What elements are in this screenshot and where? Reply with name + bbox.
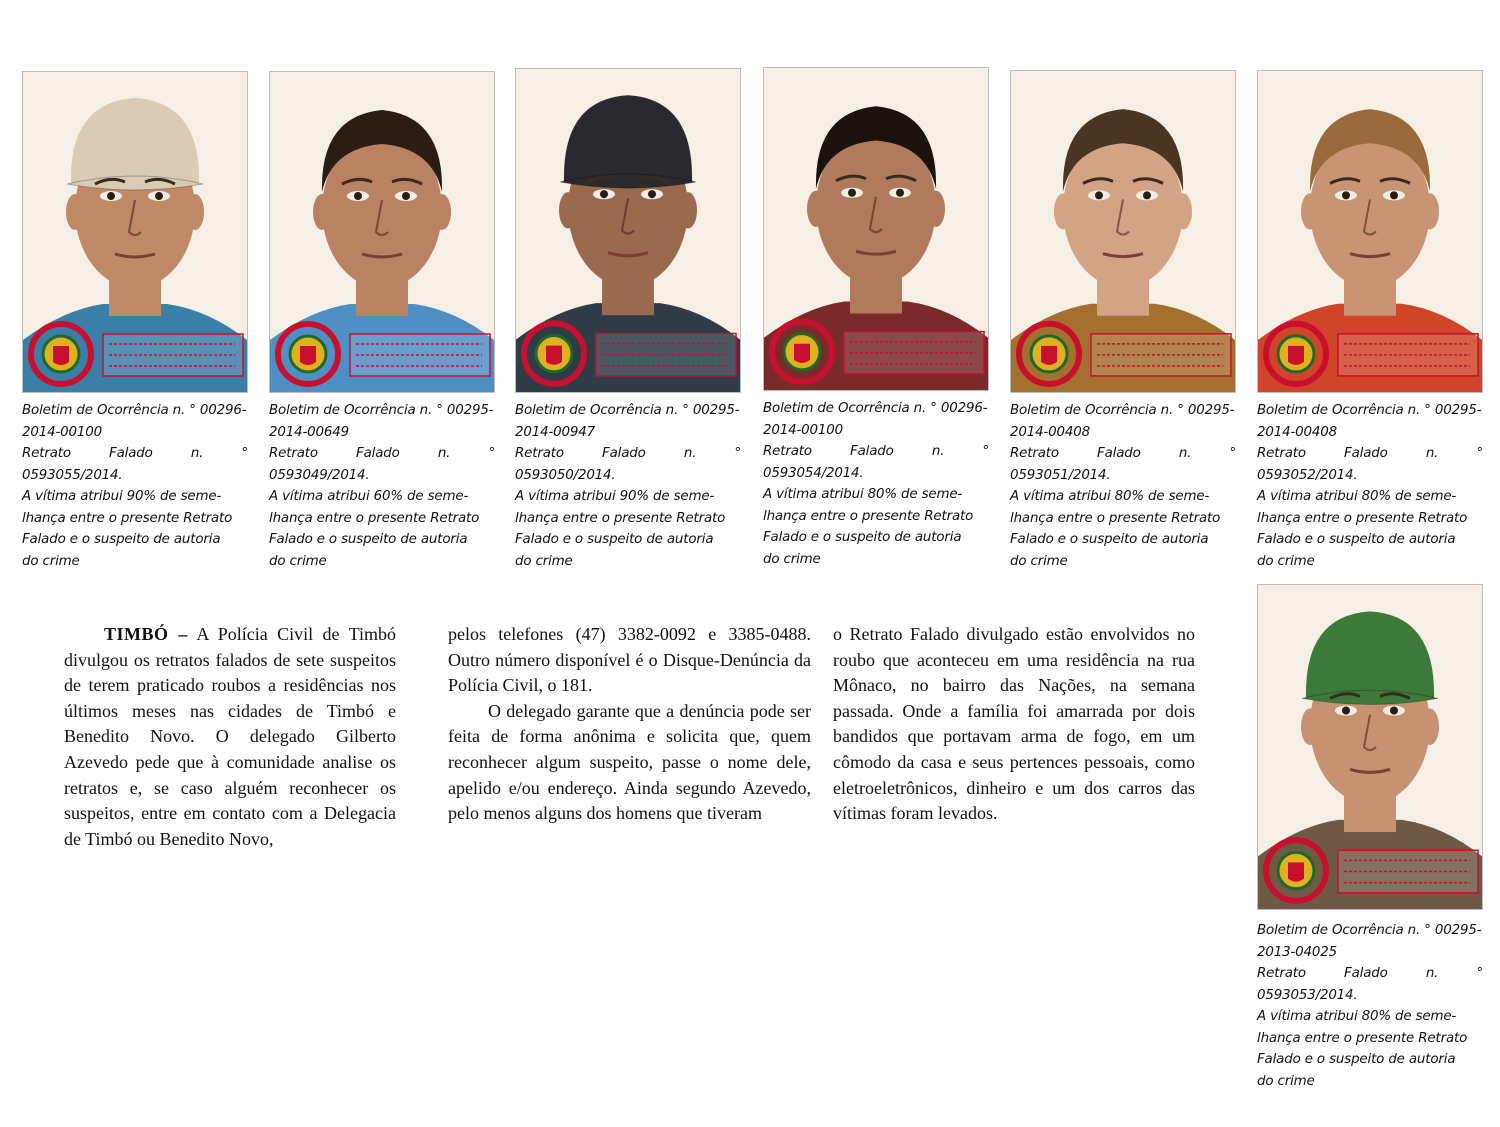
portrait-1 xyxy=(22,71,248,393)
caption-line: lhança entre o presente Retrato xyxy=(763,508,974,524)
caption-line: do crime xyxy=(1257,553,1315,569)
caption-line: do crime xyxy=(22,553,80,569)
pupil xyxy=(1390,191,1398,199)
caption-line: 2014-00408 xyxy=(1257,424,1338,440)
caption-line: A vítima atribui 80% de seme- xyxy=(1257,1009,1457,1024)
article-paragraph: o Retrato Falado divulgado estão envolvidos no roubo que aconteceu em uma residência na rua Mônaco, no bairro das Nações, na semana passada. Onde a família foi amarrada por dois bandidos que portavam arma de fogo, em um cômodo da casa e seus pertences pessoais, como eletroeletrônicos, dinheiro e um dos carros das vítimas foram levados. xyxy=(833,624,1195,824)
caption-line: Falado e o suspeito de autoria xyxy=(22,532,221,547)
caption-line: Boletim de Ocorrência n. ° 00295- xyxy=(515,403,740,418)
caption-line: lhança entre o presente Retrato xyxy=(22,510,233,526)
caption-5 xyxy=(1010,400,1236,572)
portrait-4 xyxy=(763,67,989,391)
caption-line: Retrato Falado n. ° 0593052/2014. xyxy=(1257,446,1483,483)
portrait-sketch xyxy=(1011,71,1235,392)
caption-7 xyxy=(1257,920,1483,1092)
caption-line: Boletim de Ocorrência n. ° 00295- xyxy=(1257,403,1482,418)
pupil xyxy=(1390,707,1398,715)
caption-line: lhança entre o presente Retrato xyxy=(269,510,480,526)
caption-line: Boletim de Ocorrência n. ° 00296- xyxy=(22,403,247,418)
caption-line: Retrato Falado n. ° 0593051/2014. xyxy=(1010,446,1236,483)
caption-line: A vítima atribui 80% de seme- xyxy=(1010,489,1210,504)
portrait-7 xyxy=(1257,584,1483,910)
caption-line: do crime xyxy=(515,553,573,569)
portrait-sketch xyxy=(23,72,247,392)
seal-shield xyxy=(1288,346,1304,365)
pupil xyxy=(1143,191,1151,199)
caption-line: Falado e o suspeito de autoria xyxy=(1010,532,1209,547)
caption-line: lhança entre o presente Retrato xyxy=(1257,1030,1468,1046)
pupil xyxy=(648,190,656,198)
caption-line: lhança entre o presente Retrato xyxy=(1010,510,1221,526)
caption-line: Boletim de Ocorrência n. ° 00295- xyxy=(1257,923,1482,938)
caption-line: 2014-00100 xyxy=(763,422,844,438)
portrait-5 xyxy=(1010,70,1236,393)
caption-3 xyxy=(515,400,741,572)
caption-line: do crime xyxy=(1257,1073,1315,1089)
caption-line: 2014-00649 xyxy=(269,424,350,440)
caption-line: 2014-00100 xyxy=(22,424,103,440)
seal-shield xyxy=(1041,346,1057,365)
caption-line: do crime xyxy=(269,553,327,569)
caption-line: 2014-00947 xyxy=(515,424,596,440)
caption-line: Falado e o suspeito de autoria xyxy=(1257,532,1456,547)
pupil xyxy=(848,189,856,197)
seal-shield xyxy=(1288,862,1304,881)
portrait-sketch xyxy=(764,68,988,390)
portrait-3 xyxy=(515,68,741,393)
caption-line: Retrato Falado n. ° 0593053/2014. xyxy=(1257,966,1483,1003)
caption-line: A vítima atribui 90% de seme- xyxy=(22,489,222,504)
portrait-sketch xyxy=(1258,585,1482,909)
caption-line: Boletim de Ocorrência n. ° 00296- xyxy=(763,401,988,416)
caption-line: Retrato Falado n. ° 0593054/2014. xyxy=(763,444,989,481)
article-paragraph xyxy=(64,622,396,852)
caption-line: Falado e o suspeito de autoria xyxy=(515,532,714,547)
caption-6 xyxy=(1257,400,1483,572)
portrait-sketch xyxy=(270,72,494,392)
pupil xyxy=(354,192,362,200)
pupil xyxy=(600,190,608,198)
caption-line: Retrato Falado n. ° 0593049/2014. xyxy=(269,446,495,483)
pupil xyxy=(1342,191,1350,199)
pupil xyxy=(1095,191,1103,199)
caption-2 xyxy=(269,400,495,572)
caption-line: Boletim de Ocorrência n. ° 00295- xyxy=(269,403,494,418)
pupil xyxy=(896,189,904,197)
article-paragraph: pelos telefones (47) 3382-0092 e 3385-0488. Outro número disponível é o Disque-Denúncia da Polícia Civil, o 181. xyxy=(448,624,811,696)
caption-line: do crime xyxy=(763,551,821,567)
caption-line: 2014-00408 xyxy=(1010,424,1091,440)
caption-line: Retrato Falado n. ° 0593050/2014. xyxy=(515,446,741,483)
seal-shield xyxy=(794,344,810,363)
caption-line: Falado e o suspeito de autoria xyxy=(1257,1052,1456,1067)
article-column-3 xyxy=(833,622,1195,827)
caption-line: A vítima atribui 60% de seme- xyxy=(269,489,469,504)
article-dateline: TIMBÓ – xyxy=(104,624,188,644)
portrait-sketch xyxy=(516,69,740,392)
caption-line: do crime xyxy=(1010,553,1068,569)
portrait-sketch xyxy=(1258,71,1482,392)
pupil xyxy=(155,192,163,200)
caption-1 xyxy=(22,400,248,572)
article-text: A Polícia Civil de Timbó divulgou os retratos falados de sete suspeitos de terem praticado roubos a residências nos últimos meses nas cidades de Timbó e Benedito Novo. O delegado Gilberto Azevedo pede que à comunidade analise os retratos e, se caso alguém reconhecer os suspeitos, entre em contato com a Delegacia de Timbó ou Benedito Novo, xyxy=(64,624,396,849)
seal-shield xyxy=(300,346,316,365)
article-paragraph: O delegado garante que a denúncia pode ser feita de forma anônima e solicita que, quem reconhecer algum suspeito, passe o nome dele, apelido e/ou endereço. Ainda segundo Azevedo, pelo menos alguns dos homens que tiveram xyxy=(448,700,811,824)
caption-line: Falado e o suspeito de autoria xyxy=(763,530,962,545)
caption-line: 2013-04025 xyxy=(1257,944,1338,960)
article-column-2 xyxy=(448,622,811,827)
caption-line: A vítima atribui 80% de seme- xyxy=(763,487,963,502)
seal-shield xyxy=(53,346,69,365)
caption-line: A vítima atribui 90% de seme- xyxy=(515,489,715,504)
pupil xyxy=(107,192,115,200)
caption-line: A vítima atribui 80% de seme- xyxy=(1257,489,1457,504)
seal-shield xyxy=(546,346,562,365)
portrait-6 xyxy=(1257,70,1483,393)
caption-line: Retrato Falado n. ° 0593055/2014. xyxy=(22,446,248,483)
article-column-1 xyxy=(64,622,396,852)
pupil xyxy=(402,192,410,200)
pupil xyxy=(1342,707,1350,715)
portrait-2 xyxy=(269,71,495,393)
caption-line: Falado e o suspeito de autoria xyxy=(269,532,468,547)
caption-line: lhança entre o presente Retrato xyxy=(515,510,726,526)
caption-line: Boletim de Ocorrência n. ° 00295- xyxy=(1010,403,1235,418)
caption-line: lhança entre o presente Retrato xyxy=(1257,510,1468,526)
caption-4 xyxy=(763,398,989,570)
